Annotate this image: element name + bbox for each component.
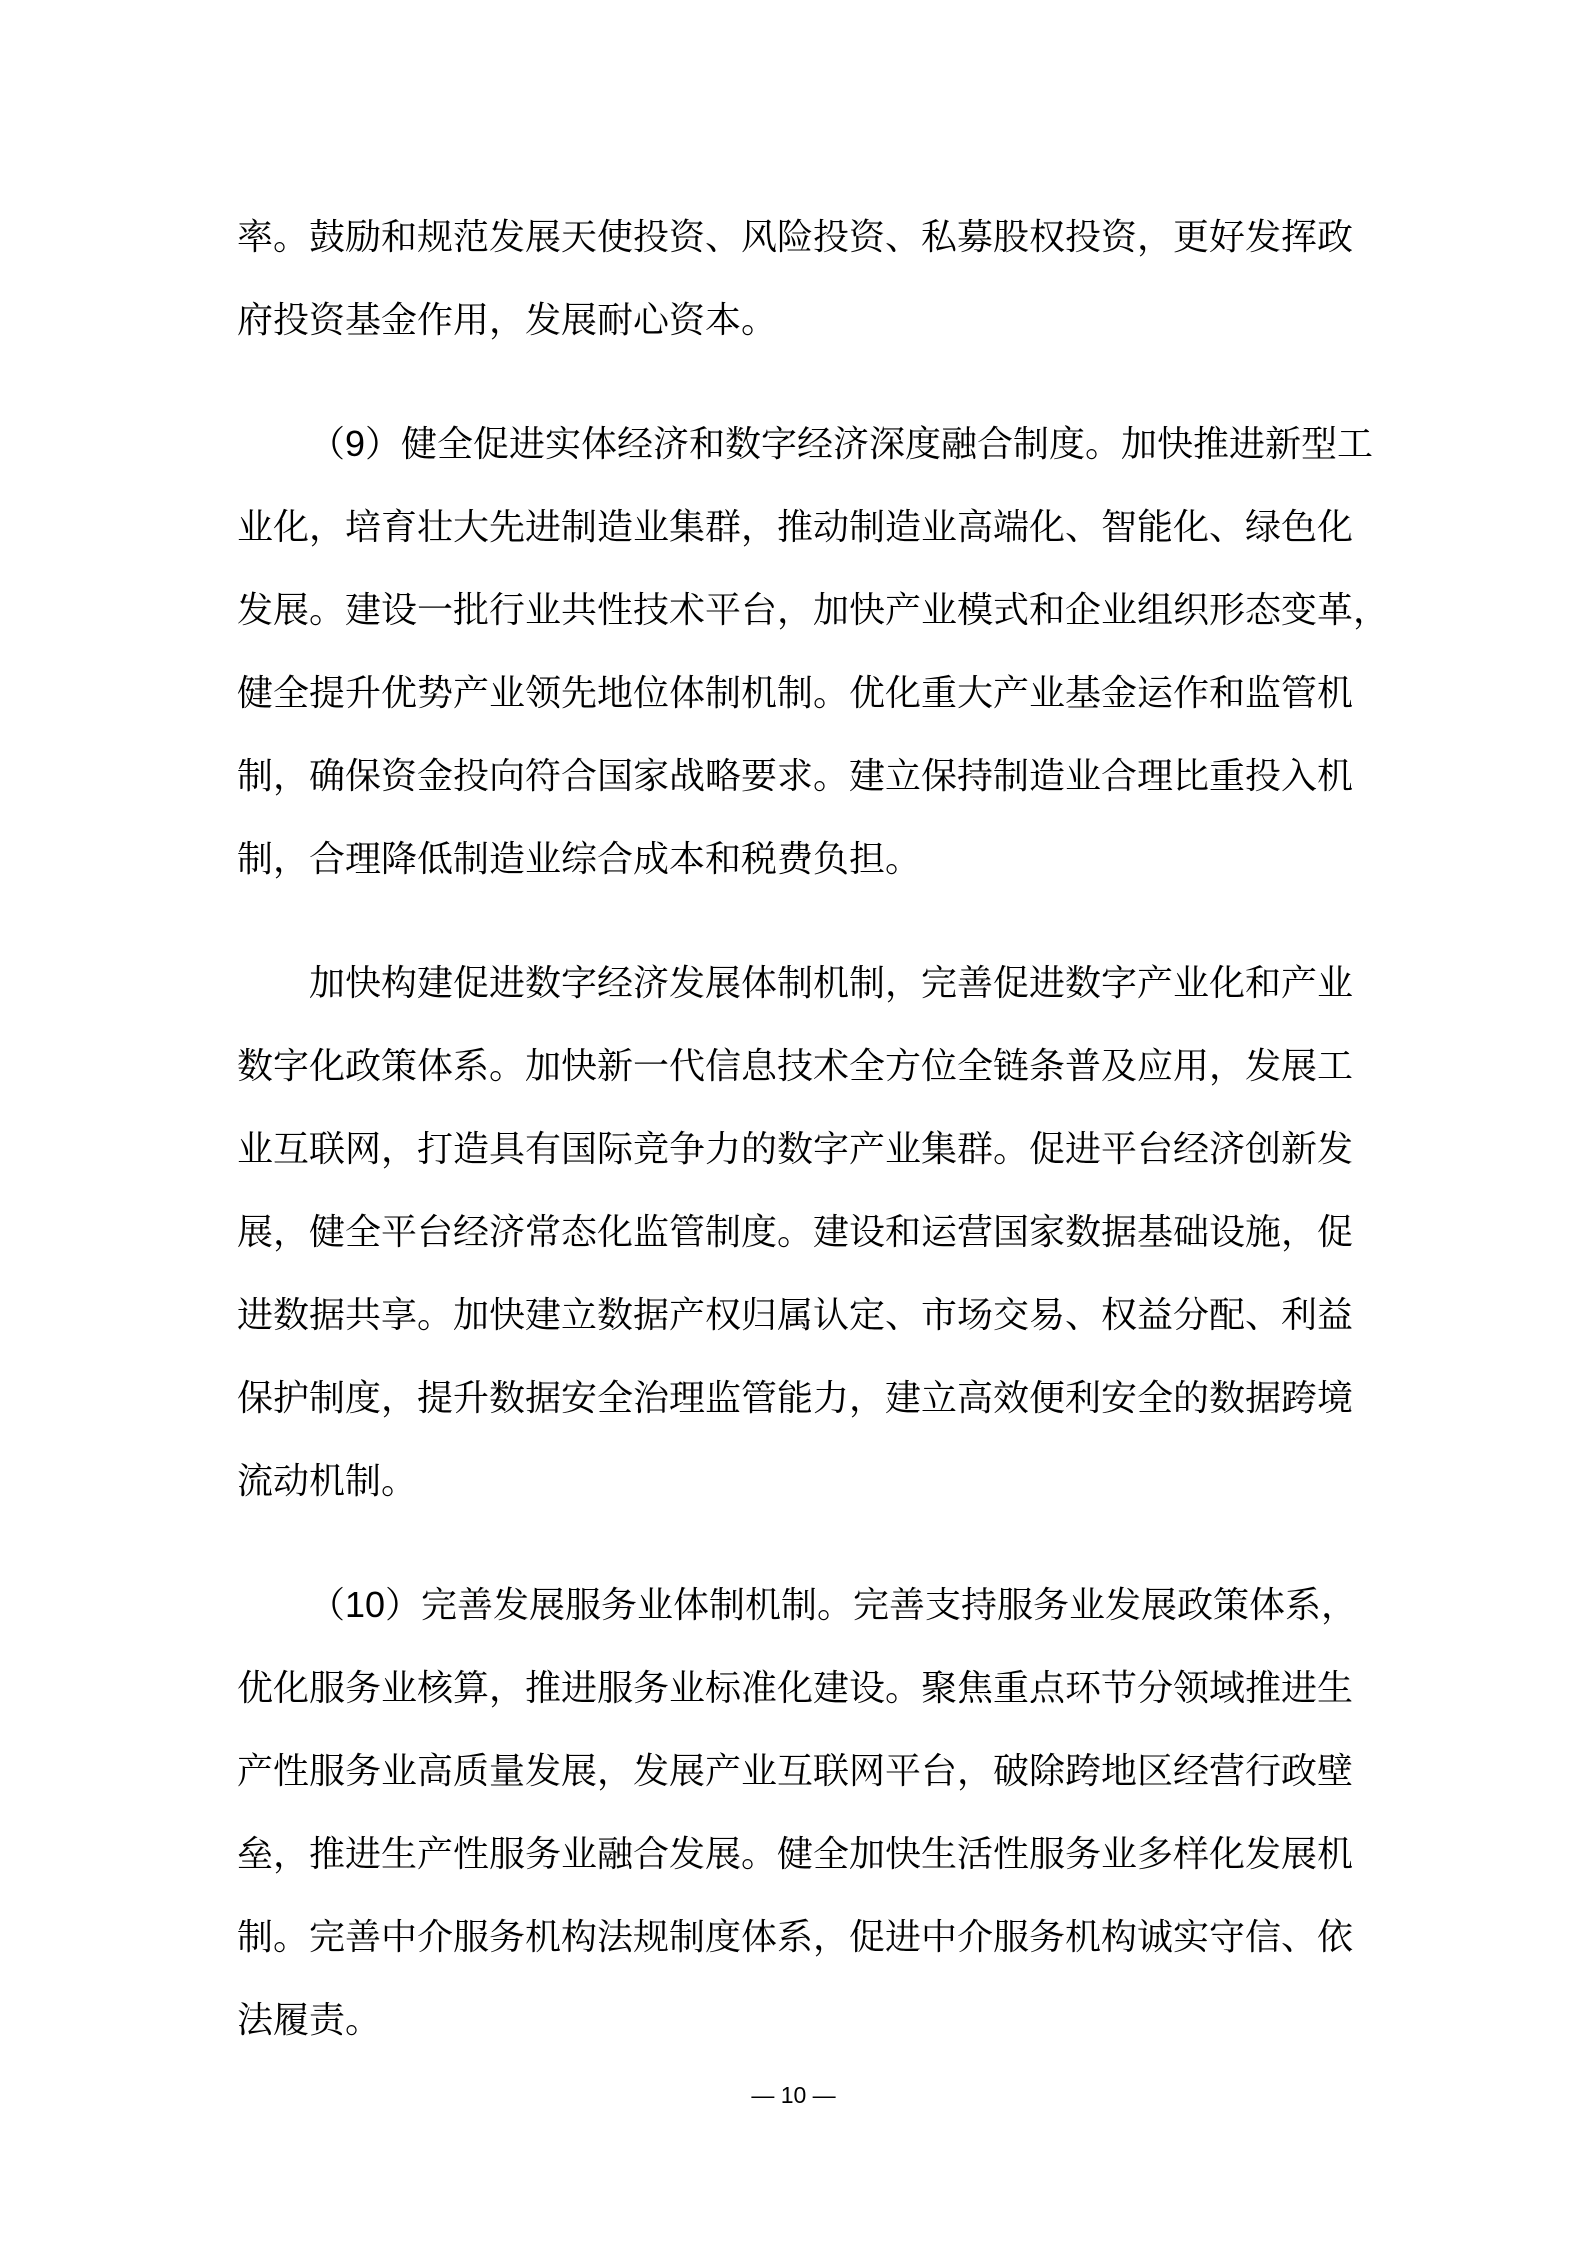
page-text-body: [237, 195, 1390, 2102]
text-line: 垒，推进生产性服务业融合发展。健全加快生活性服务业多样化发展机: [237, 1833, 1354, 1874]
text-line: 法履责。: [237, 1999, 382, 2040]
text-line: 优化服务业核算，推进服务业标准化建设。聚焦重点环节分领域推进生: [237, 1667, 1354, 1708]
paragraph: [237, 195, 1354, 361]
text-line: （9）健全促进实体经济和数字经济深度融合制度。加快推进新型工: [309, 423, 1374, 464]
text-line: 府投资基金作用，发展耐心资本。: [237, 299, 778, 340]
text-line: （10）完善发展服务业体制机制。完善支持服务业发展政策体系，: [309, 1584, 1358, 1625]
text-line: 业互联网，打造具有国际竞争力的数字产业集群。促进平台经济创新发: [237, 1128, 1354, 1169]
text-line: 制。完善中介服务机构法规制度体系，促进中介服务机构诚实守信、依: [237, 1916, 1354, 1957]
text-line: 进数据共享。加快建立数据产权归属认定、市场交易、权益分配、利益: [237, 1294, 1354, 1335]
text-line: 制，确保资金投向符合国家战略要求。建立保持制造业合理比重投入机: [237, 755, 1354, 796]
text-line: 展，健全平台经济常态化监管制度。建设和运营国家数据基础设施，促: [237, 1211, 1354, 1252]
text-line: 数字化政策体系。加快新一代信息技术全方位全链条普及应用，发展工: [237, 1045, 1354, 1086]
text-line: 发展。建设一批行业共性技术平台，加快产业模式和企业组织形态变革，: [237, 589, 1390, 630]
text-line: 率。鼓励和规范发展天使投资、风险投资、私募股权投资，更好发挥政: [237, 216, 1354, 257]
text-line: 流动机制。: [237, 1460, 418, 1501]
paragraph: [237, 402, 1390, 900]
paragraph: [237, 1563, 1358, 2061]
text-line: 制，合理降低制造业综合成本和税费负担。: [237, 838, 922, 879]
paragraph: [237, 941, 1354, 1522]
page-number: — 10 —: [751, 2082, 836, 2108]
text-line: 健全提升优势产业领先地位体制机制。优化重大产业基金运作和监管机: [237, 672, 1354, 713]
text-line: 业化，培育壮大先进制造业集群，推动制造业高端化、智能化、绿色化: [237, 506, 1354, 547]
text-line: 加快构建促进数字经济发展体制机制，完善促进数字产业化和产业: [309, 962, 1354, 1003]
text-line: 产性服务业高质量发展，发展产业互联网平台，破除跨地区经营行政壁: [237, 1750, 1354, 1791]
text-line: 保护制度，提升数据安全治理监管能力，建立高效便利安全的数据跨境: [237, 1377, 1354, 1418]
